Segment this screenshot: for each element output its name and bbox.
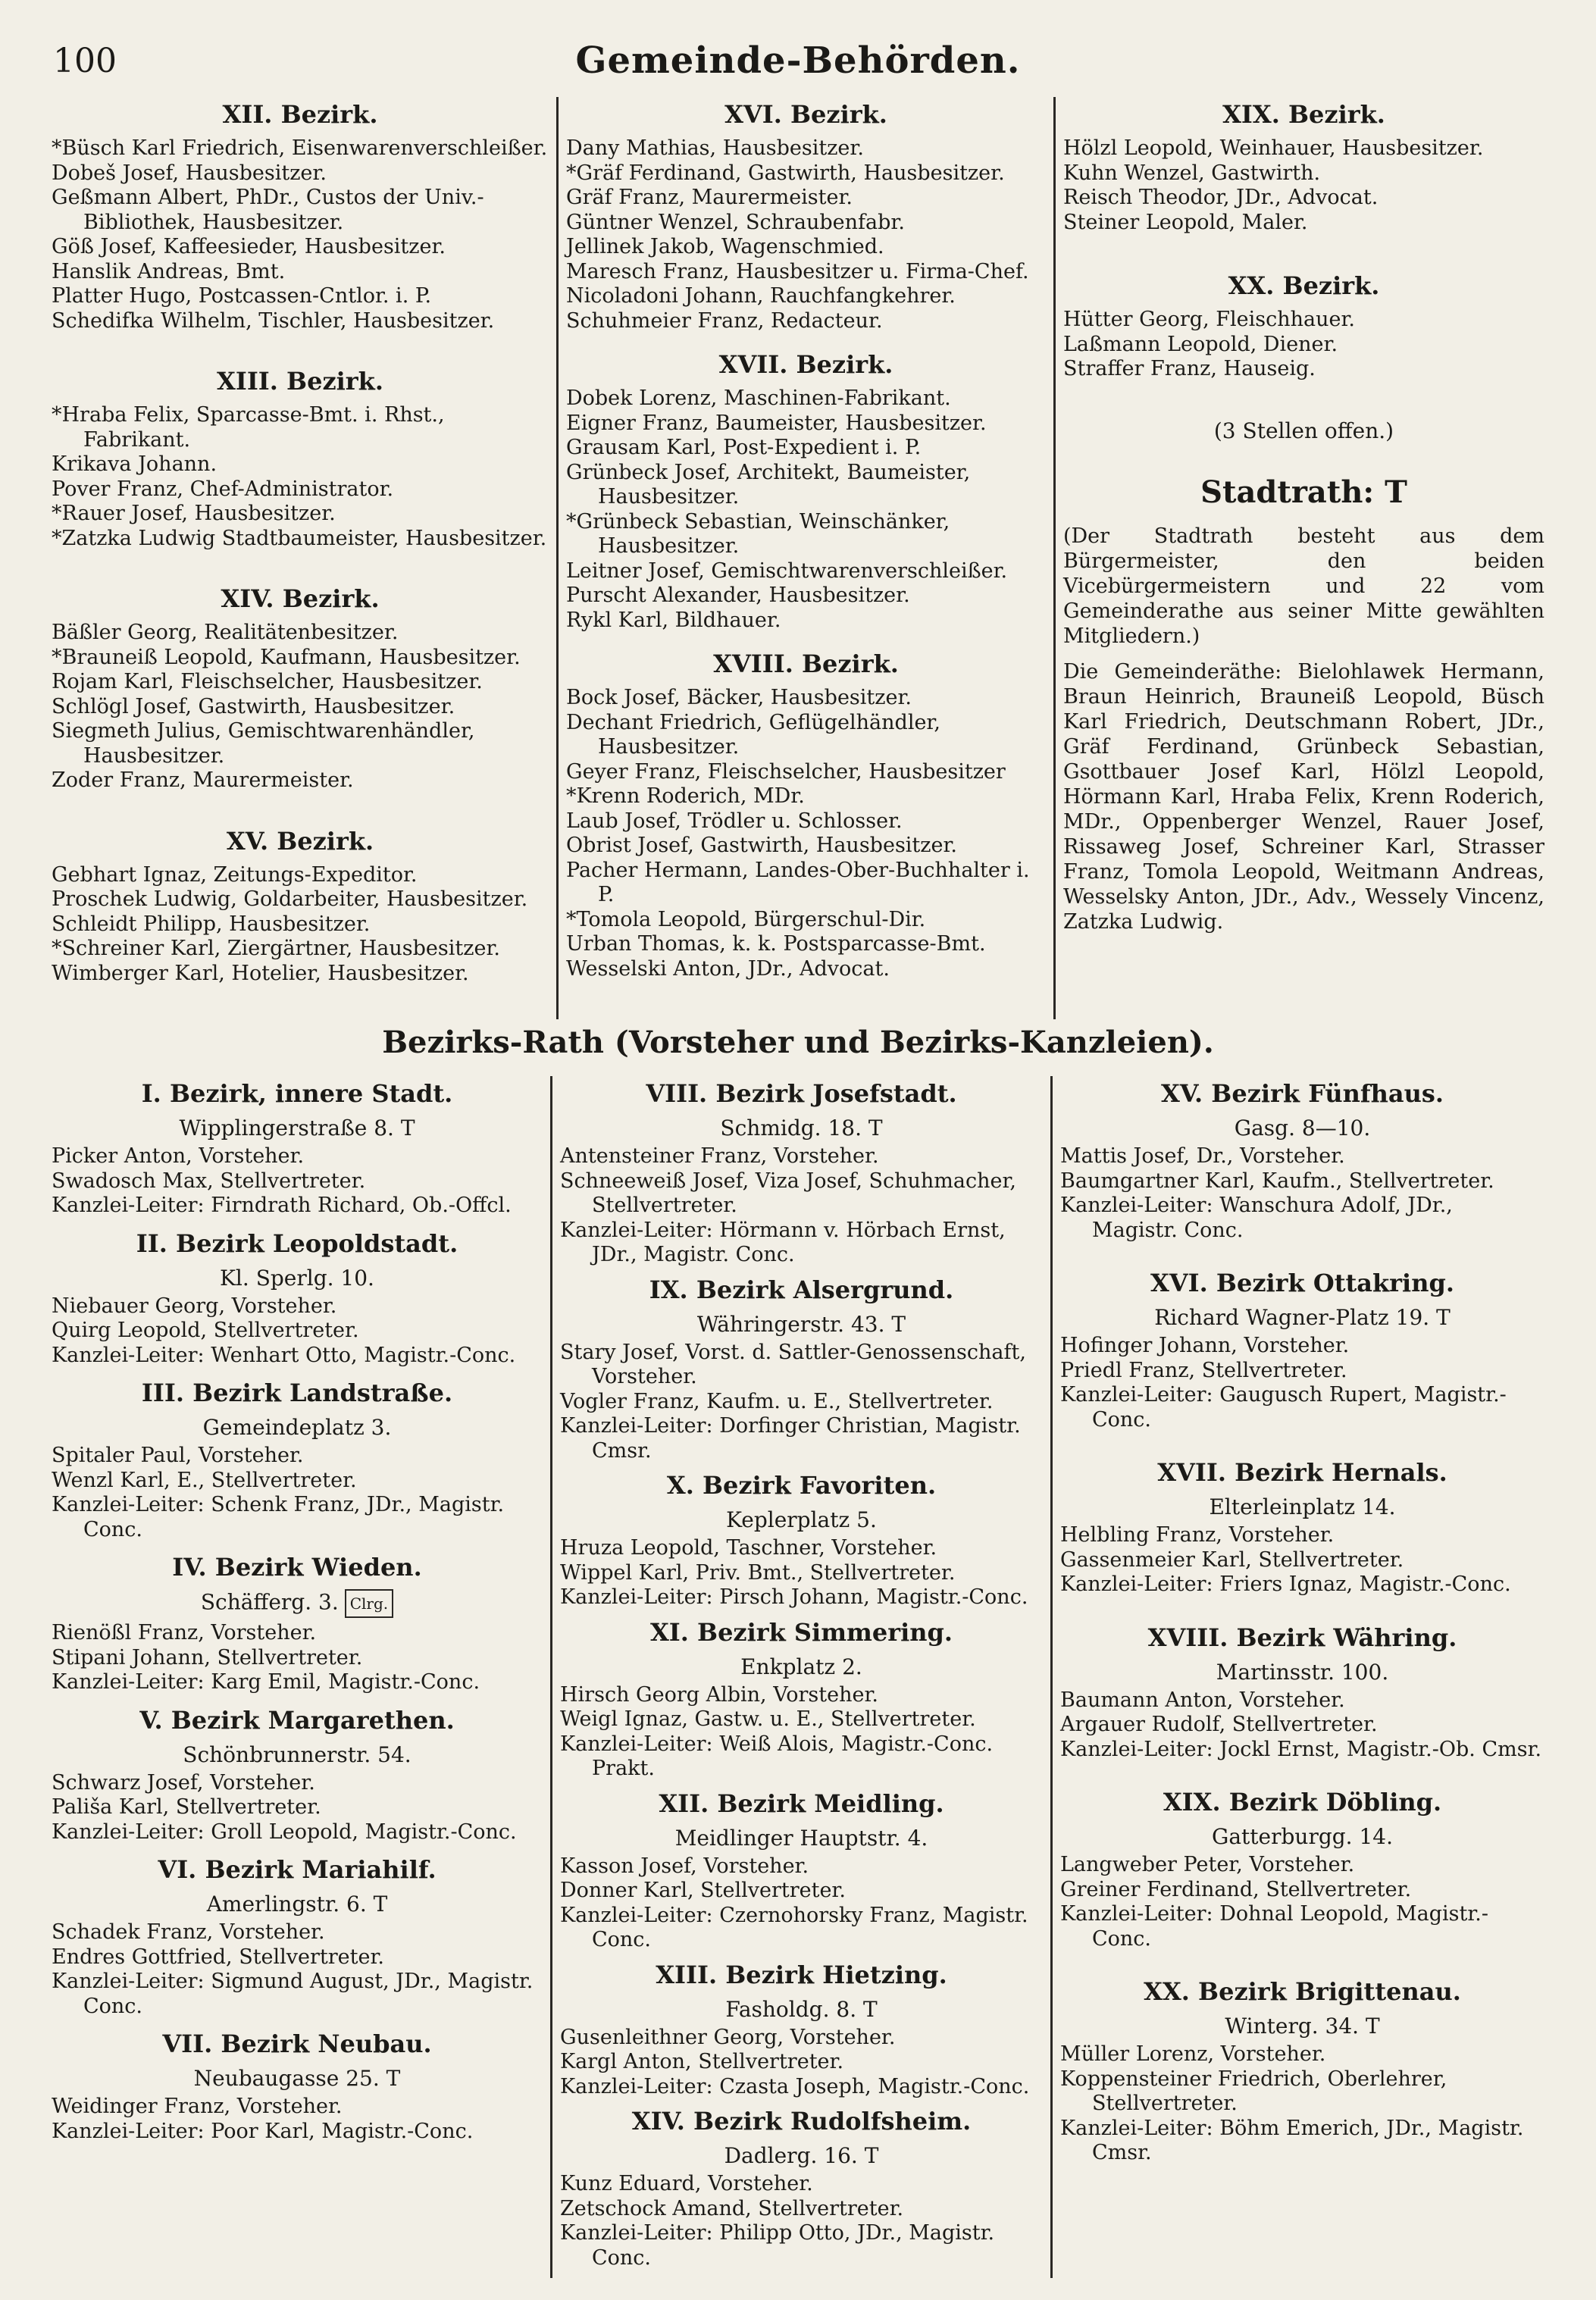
list-item: Purscht Alexander, Hausbesitzer. bbox=[566, 584, 910, 607]
district-section bbox=[560, 1618, 1043, 1782]
district-section bbox=[52, 1706, 543, 1845]
list-item: Dobeš Josef, Hausbesitzer. bbox=[52, 161, 327, 185]
address-text: Schönbrunnerstr. 54. bbox=[183, 1741, 412, 1767]
list-item: Pacher Hermann, Landes-Ober-Buchhalter i. P. bbox=[566, 858, 1030, 906]
list-item: *Grünbeck Sebastian, Weinschänker, Hausbesitzer. bbox=[566, 509, 950, 558]
list-item: Argauer Rudolf, Stellvertreter. bbox=[1060, 1713, 1378, 1736]
district-section bbox=[52, 1855, 543, 2019]
list-item: Maresch Franz, Hausbesitzer u. Firma-Chef. bbox=[566, 259, 1029, 283]
district-section bbox=[1060, 1079, 1544, 1243]
stadtrath-members: Die Gemeinderäthe: Bielohlawek Hermann, Braun Heinrich, Brauneiß Leopold, Büsch Karl Friedrich, Deutschmann Robert, JDr., Gräf Ferdinand, Grünbeck Sebastian, Gsottbauer Josef Karl, Hölzl Leopold, Hörmann Karl, Hraba Felix, Krenn Roderich, MDr., Oppenberger Wenzel, Rauer Josef, Rissaweg Josef, Schreiner Karl, Strasser Franz, Tomola Leopold, Weitmann Andreas, Wesselsky Anton, JDr., Adv., Wessely Vincenz, Zatzka Ludwig. bbox=[1063, 659, 1544, 934]
district-section bbox=[566, 100, 1046, 333]
list-item: Kanzlei-Leiter: Dorfinger Christian, Magistr. Cmsr. bbox=[560, 1414, 1021, 1463]
district-section bbox=[560, 1275, 1043, 1464]
list-item: Schuhmeier Franz, Redacteur. bbox=[566, 308, 883, 333]
address-text: Keplerplatz 5. bbox=[726, 1507, 877, 1532]
stadtrath-heading: Stadtrath: T bbox=[1200, 474, 1407, 510]
address-text: Meidlinger Hauptstr. 4. bbox=[674, 1825, 928, 1851]
list-item: Kanzlei-Leiter: Dohnal Leopold, Magistr.-Conc. bbox=[1060, 1902, 1489, 1951]
district-heading: XIX. Bezirk. bbox=[1222, 100, 1385, 129]
district-address bbox=[52, 1742, 543, 1768]
list-item: *Hraba Felix, Sparcasse-Bmt. i. Rhst., Fabrikant. bbox=[52, 403, 445, 452]
address-text: Richard Wagner-Platz 19. T bbox=[1154, 1305, 1450, 1330]
list-item: Hruza Leopold, Taschner, Vorsteher. bbox=[560, 1536, 937, 1560]
list-item: *Brauneiß Leopold, Kaufmann, Hausbesitzer. bbox=[52, 645, 521, 669]
bezirksrath-title: Bezirks-Rath (Vorsteher und Bezirks-Kanzleien). bbox=[382, 1025, 1214, 1060]
list-item: Kanzlei-Leiter: Sigmund August, JDr., Magistr. Conc. bbox=[52, 1970, 534, 2018]
list-item: Bäßler Georg, Realitätenbesitzer. bbox=[52, 621, 399, 644]
district-section bbox=[566, 649, 1046, 981]
list-item: Kanzlei-Leiter: Hörmann v. Hörbach Ernst, JDr., Magistr. Conc. bbox=[560, 1218, 1006, 1266]
list-item: Weidinger Franz, Vorsteher. bbox=[52, 2095, 343, 2118]
list-item: Hölzl Leopold, Weinhauer, Hausbesitzer. bbox=[1063, 136, 1484, 160]
address-text: Gasg. 8—10. bbox=[1234, 1116, 1371, 1141]
list-item: Kanzlei-Leiter: Jockl Ernst, Magistr.-Ob. Cmsr. bbox=[1060, 1737, 1542, 1761]
district-heading: XVI. Bezirk Ottakring. bbox=[1150, 1269, 1454, 1297]
list-item: Dany Mathias, Hausbesitzer. bbox=[566, 136, 864, 160]
upper-column-1 bbox=[44, 97, 556, 1019]
district-heading: XV. Bezirk Fünfhaus. bbox=[1160, 1079, 1444, 1108]
district-address bbox=[1060, 1305, 1544, 1331]
open-seats-note: (3 Stellen offen.) bbox=[1213, 418, 1394, 443]
list-item: Platter Hugo, Postcassen-Cntlor. i. P. bbox=[52, 284, 432, 308]
district-address bbox=[1060, 2014, 1544, 2039]
list-item: Proschek Ludwig, Goldarbeiter, Hausbesitzer. bbox=[52, 887, 528, 911]
address-text: Martinsstr. 100. bbox=[1216, 1659, 1389, 1685]
district-heading: IV. Bezirk Wieden. bbox=[172, 1553, 422, 1582]
list-item: Kanzlei-Leiter: Gaugusch Rupert, Magistr.-Conc. bbox=[1060, 1383, 1507, 1432]
gemeinderath-columns bbox=[44, 97, 1552, 1019]
district-address bbox=[1060, 1824, 1544, 1850]
district-section bbox=[52, 1229, 543, 1369]
list-item: Schneeweiß Josef, Viza Josef, Schuhmacher, Stellvertreter. bbox=[560, 1169, 1016, 1217]
list-item: Wenzl Karl, E., Stellvertreter. bbox=[52, 1468, 357, 1492]
district-address bbox=[52, 1589, 543, 1618]
list-item: Priedl Franz, Stellvertreter. bbox=[1060, 1358, 1347, 1382]
district-heading: XIV. Bezirk Rudolfsheim. bbox=[631, 2107, 972, 2136]
district-section bbox=[566, 350, 1046, 633]
district-address bbox=[52, 1415, 543, 1441]
district-address bbox=[560, 2143, 1043, 2169]
address-text: Dadlerg. 16. T bbox=[724, 2143, 879, 2168]
list-item: Pover Franz, Chef-Administrator. bbox=[52, 477, 394, 501]
district-address bbox=[52, 2066, 543, 2092]
list-item: Kuhn Wenzel, Gastwirth. bbox=[1063, 161, 1321, 185]
district-section bbox=[1060, 1269, 1544, 1432]
list-item: Kanzlei-Leiter: Schenk Franz, JDr., Magistr. Conc. bbox=[52, 1493, 505, 1541]
list-item: Geyer Franz, Fleischselcher, Hausbesitzer bbox=[566, 759, 1006, 784]
lower-column-2 bbox=[550, 1076, 1050, 2278]
district-address bbox=[52, 1116, 543, 1141]
district-address bbox=[1060, 1660, 1544, 1685]
list-item: Schadek Franz, Vorsteher. bbox=[52, 1920, 325, 1944]
list-item: Kasson Josef, Vorsteher. bbox=[560, 1854, 809, 1878]
district-section bbox=[560, 2107, 1043, 2270]
list-item: *Büsch Karl Friedrich, Eisenwarenverschleißer. bbox=[52, 136, 548, 160]
list-item: Steiner Leopold, Maler. bbox=[1063, 210, 1308, 234]
district-section bbox=[1060, 1623, 1544, 1763]
list-item: Kanzlei-Leiter: Friers Ignaz, Magistr.-Conc. bbox=[1060, 1572, 1511, 1596]
list-item: Gusenleithner Georg, Vorsteher. bbox=[560, 2025, 896, 2049]
address-text: Winterg. 34. T bbox=[1225, 2014, 1380, 2039]
list-item: Bock Josef, Bäcker, Hausbesitzer. bbox=[566, 686, 912, 709]
list-item: Rykl Karl, Bildhauer. bbox=[566, 608, 781, 632]
list-item: Leitner Josef, Gemischtwarenverschleißer. bbox=[566, 559, 1008, 583]
district-address bbox=[560, 1116, 1043, 1141]
district-heading: XVI. Bezirk. bbox=[724, 100, 887, 129]
district-address bbox=[560, 1507, 1043, 1533]
address-text: Währingerstr. 43. T bbox=[696, 1311, 906, 1337]
district-heading: VIII. Bezirk Josefstadt. bbox=[646, 1079, 957, 1108]
district-heading: XII. Bezirk. bbox=[222, 100, 378, 129]
list-item: Kanzlei-Leiter: Czasta Joseph, Magistr.-Conc. bbox=[560, 2074, 1030, 2098]
district-heading: XII. Bezirk Meidling. bbox=[659, 1788, 944, 1818]
district-section bbox=[52, 1079, 543, 1219]
address-text: Schmidg. 18. T bbox=[720, 1116, 883, 1141]
district-heading: X. Bezirk Favoriten. bbox=[666, 1471, 937, 1500]
district-heading: XVII. Bezirk. bbox=[718, 350, 893, 379]
list-item: Eigner Franz, Baumeister, Hausbesitzer. bbox=[566, 411, 987, 435]
list-item: Baumgartner Karl, Kaufm., Stellvertreter. bbox=[1060, 1169, 1494, 1193]
district-section bbox=[1063, 271, 1544, 382]
district-heading: II. Bezirk Leopoldstadt. bbox=[136, 1228, 458, 1258]
list-item: Stary Josef, Vorst. d. Sattler-Genossenschaft, Vorsteher. bbox=[560, 1340, 1026, 1388]
district-address bbox=[560, 1654, 1043, 1680]
list-item: Greiner Ferdinand, Stellvertreter. bbox=[1060, 1877, 1412, 1901]
list-item: Kanzlei-Leiter: Czernohorsky Franz, Magistr. Conc. bbox=[560, 1903, 1028, 1951]
district-heading: XIII. Bezirk. bbox=[217, 367, 383, 396]
district-heading: XVIII. Bezirk. bbox=[713, 649, 899, 678]
district-section bbox=[52, 2029, 543, 2144]
address-text: Wipplingerstraße 8. T bbox=[179, 1116, 415, 1141]
list-item: Picker Anton, Vorsteher. bbox=[52, 1144, 305, 1168]
lower-column-1 bbox=[44, 1076, 550, 2278]
district-heading: XVIII. Bezirk Währing. bbox=[1147, 1623, 1457, 1652]
district-section bbox=[560, 1960, 1043, 2100]
district-heading: XX. Bezirk. bbox=[1228, 271, 1380, 300]
list-item: Quirg Leopold, Stellvertreter. bbox=[52, 1319, 359, 1342]
list-item: Kanzlei-Leiter: Pirsch Johann, Magistr.-Conc. bbox=[560, 1585, 1028, 1609]
district-heading: III. Bezirk Landstraße. bbox=[141, 1378, 453, 1407]
stadtrath-description: (Der Stadtrath besteht aus dem Bürgermeister, den beiden Vicebürgermeistern und 22 vom Gemeinderathe aus seiner Mitte gewählten Mitgliedern.) bbox=[1063, 524, 1544, 648]
district-section bbox=[560, 1471, 1043, 1610]
district-section bbox=[52, 584, 549, 793]
list-item: Kanzlei-Leiter: Wenhart Otto, Magistr.-Conc. bbox=[52, 1343, 516, 1367]
district-section bbox=[52, 1378, 543, 1542]
list-item: Spitaler Paul, Vorsteher. bbox=[52, 1444, 304, 1467]
list-item: Wimberger Karl, Hotelier, Hausbesitzer. bbox=[52, 961, 469, 985]
list-item: Jellinek Jakob, Wagenschmied. bbox=[566, 235, 884, 258]
district-section bbox=[52, 1553, 543, 1695]
upper-column-3 bbox=[1053, 97, 1552, 1019]
district-section bbox=[52, 827, 549, 987]
address-text: Gatterburgg. 14. bbox=[1211, 1824, 1394, 1849]
list-item: Kanzlei-Leiter: Karg Emil, Magistr.-Conc. bbox=[52, 1670, 480, 1694]
list-item: Schedifka Wilhelm, Tischler, Hausbesitzer. bbox=[52, 308, 495, 333]
list-item: Reisch Theodor, JDr., Advocat. bbox=[1063, 186, 1379, 209]
district-heading: VI. Bezirk Mariahilf. bbox=[158, 1855, 437, 1884]
list-item: Weigl Ignaz, Gastw. u. E., Stellvertreter. bbox=[560, 1707, 976, 1731]
list-item: Hofinger Johann, Vorsteher. bbox=[1060, 1334, 1350, 1357]
list-item: *Schreiner Karl, Ziergärtner, Hausbesitzer. bbox=[52, 937, 500, 960]
list-item: Krikava Johann. bbox=[52, 452, 217, 476]
district-heading: XIX. Bezirk Döbling. bbox=[1163, 1788, 1442, 1817]
district-section bbox=[1060, 1458, 1544, 1597]
district-address bbox=[1060, 1116, 1544, 1141]
list-item: Göß Josef, Kaffeesieder, Hausbesitzer. bbox=[52, 235, 446, 258]
upper-column-2 bbox=[556, 97, 1053, 1019]
stamp-mark: Clrg. bbox=[345, 1589, 393, 1618]
list-item: Wippel Karl, Priv. Bmt., Stellvertreter. bbox=[560, 1560, 956, 1585]
list-item: Grünbeck Josef, Architekt, Baumeister, Hausbesitzer. bbox=[566, 460, 971, 509]
address-text: Amerlingstr. 6. T bbox=[206, 1892, 388, 1917]
address-text: Gemeindeplatz 3. bbox=[202, 1415, 392, 1440]
list-item: Gassenmeier Karl, Stellvertreter. bbox=[1060, 1547, 1404, 1572]
address-text: Elterleinplatz 14. bbox=[1209, 1494, 1396, 1519]
list-item: Hütter Georg, Fleischhauer. bbox=[1063, 308, 1355, 331]
list-item: Mattis Josef, Dr., Vorsteher. bbox=[1060, 1144, 1345, 1168]
list-item: Obrist Josef, Gastwirth, Hausbesitzer. bbox=[566, 834, 958, 857]
list-item: Straffer Franz, Hauseig. bbox=[1063, 357, 1316, 380]
list-item: Gräf Franz, Maurermeister. bbox=[566, 186, 853, 209]
list-item: Hirsch Georg Albin, Vorsteher. bbox=[560, 1682, 878, 1707]
address-text: Enkplatz 2. bbox=[740, 1654, 862, 1679]
list-item: Laßmann Leopold, Diener. bbox=[1063, 332, 1338, 356]
list-item: Donner Karl, Stellvertreter. bbox=[560, 1879, 846, 1902]
list-item: Kanzlei-Leiter: Weiß Alois, Magistr.-Conc. Prakt. bbox=[560, 1732, 994, 1780]
list-item: Baumann Anton, Vorsteher. bbox=[1060, 1688, 1345, 1712]
district-section bbox=[52, 367, 549, 551]
list-item: Laub Josef, Trödler u. Schlosser. bbox=[566, 809, 903, 833]
list-item: Kanzlei-Leiter: Philipp Otto, JDr., Magistr. Conc. bbox=[560, 2221, 995, 2270]
list-item: Urban Thomas, k. k. Postsparcasse-Bmt. bbox=[566, 932, 986, 956]
running-head: Gemeinde-Behörden. bbox=[575, 39, 1021, 82]
district-section bbox=[52, 100, 549, 333]
list-item: Stipani Johann, Stellvertreter. bbox=[52, 1645, 363, 1669]
list-item: Antensteiner Franz, Vorsteher. bbox=[560, 1144, 879, 1168]
list-item: Schleidt Philipp, Hausbesitzer. bbox=[52, 912, 371, 936]
district-heading: V. Bezirk Margarethen. bbox=[139, 1705, 455, 1735]
list-item: Endres Gottfried, Stellvertreter. bbox=[52, 1945, 385, 1969]
list-item: Güntner Wenzel, Schraubenfabr. bbox=[566, 210, 905, 234]
list-item: Kanzlei-Leiter: Poor Karl, Magistr.-Conc. bbox=[52, 2119, 474, 2143]
list-item: Müller Lorenz, Vorsteher. bbox=[1060, 2042, 1326, 2066]
district-section bbox=[1060, 1788, 1544, 1951]
list-item: Rojam Karl, Fleischselcher, Hausbesitzer. bbox=[52, 670, 483, 693]
list-item: Hanslik Andreas, Bmt. bbox=[52, 259, 286, 283]
list-item: Helbling Franz, Vorsteher. bbox=[1060, 1523, 1335, 1547]
list-item: Langweber Peter, Vorsteher. bbox=[1060, 1853, 1355, 1876]
district-address bbox=[560, 1826, 1043, 1851]
list-item: *Tomola Leopold, Bürgerschul-Dir. bbox=[566, 907, 926, 931]
list-item: Koppensteiner Friedrich, Oberlehrer, Stellvertreter. bbox=[1060, 2067, 1447, 2115]
list-item: Wesselski Anton, JDr., Advocat. bbox=[566, 956, 890, 981]
bezirksrath-columns bbox=[44, 1076, 1552, 2278]
list-item: Schlögl Josef, Gastwirth, Hausbesitzer. bbox=[52, 694, 455, 718]
list-item: Vogler Franz, Kaufm. u. E., Stellvertreter. bbox=[560, 1389, 994, 1413]
list-item: Kanzlei-Leiter: Böhm Emerich, JDr., Magistr. Cmsr. bbox=[1060, 2116, 1524, 2164]
list-item: Kanzlei-Leiter: Wanschura Adolf, JDr., Magistr. Conc. bbox=[1060, 1194, 1453, 1242]
lower-column-3 bbox=[1050, 1076, 1552, 2278]
address-text: Fasholdg. 8. T bbox=[725, 1996, 878, 2022]
district-address bbox=[52, 1266, 543, 1291]
district-section bbox=[560, 1079, 1043, 1268]
list-item: Nicoladoni Johann, Rauchfangkehrer. bbox=[566, 284, 956, 308]
list-item: Kanzlei-Leiter: Firndrath Richard, Ob.-Offcl. bbox=[52, 1194, 512, 1217]
list-item: Schwarz Josef, Vorsteher. bbox=[52, 1770, 315, 1795]
district-heading: XV. Bezirk. bbox=[226, 826, 374, 856]
district-heading: XVII. Bezirk Hernals. bbox=[1157, 1458, 1447, 1487]
district-address bbox=[52, 1892, 543, 1917]
district-heading: VII. Bezirk Neubau. bbox=[162, 2029, 432, 2058]
address-text: Neubaugasse 25. T bbox=[193, 2066, 401, 2091]
district-heading: I. Bezirk, innere Stadt. bbox=[141, 1079, 453, 1108]
list-item: Dobek Lorenz, Maschinen-Fabrikant. bbox=[566, 386, 951, 410]
list-item: Zoder Franz, Maurermeister. bbox=[52, 768, 354, 792]
district-address bbox=[1060, 1494, 1544, 1520]
list-item: Kanzlei-Leiter: Groll Leopold, Magistr.-Conc. bbox=[52, 1820, 517, 1844]
list-item: Siegmeth Julius, Gemischtwarenhändler, Hausbesitzer. bbox=[52, 719, 475, 768]
address-text: Schäfferg. 3. bbox=[200, 1589, 339, 1615]
list-item: Dechant Friedrich, Geflügelhändler, Hausbesitzer. bbox=[566, 710, 940, 759]
list-item: *Gräf Ferdinand, Gastwirth, Hausbesitzer. bbox=[566, 161, 1005, 185]
address-text: Kl. Sperlg. 10. bbox=[220, 1265, 374, 1291]
district-section bbox=[560, 1789, 1043, 1953]
district-heading: IX. Bezirk Alsergrund. bbox=[649, 1275, 954, 1304]
district-section bbox=[1060, 1977, 1544, 2166]
list-item: Zetschock Amand, Stellvertreter. bbox=[560, 2196, 904, 2220]
list-item: Rienößl Franz, Vorsteher. bbox=[52, 1621, 317, 1644]
district-heading: XI. Bezirk Simmering. bbox=[649, 1617, 953, 1647]
list-item: Pališa Karl, Stellvertreter. bbox=[52, 1795, 321, 1819]
district-address bbox=[560, 1997, 1043, 2023]
list-item: *Zatzka Ludwig Stadtbaumeister, Hausbesitzer. bbox=[52, 526, 547, 550]
list-item: *Rauer Josef, Hausbesitzer. bbox=[52, 502, 336, 525]
list-item: Kargl Anton, Stellvertreter. bbox=[560, 2050, 844, 2073]
district-address bbox=[560, 1312, 1043, 1338]
list-item: Swadosch Max, Stellvertreter. bbox=[52, 1169, 366, 1193]
district-heading: XIII. Bezirk Hietzing. bbox=[656, 1960, 947, 1989]
list-item: Geßmann Albert, PhDr., Custos der Univ.-Bibliothek, Hausbesitzer. bbox=[52, 186, 484, 234]
page-number: 100 bbox=[53, 42, 117, 80]
list-item: Gebhart Ignaz, Zeitungs-Expeditor. bbox=[52, 862, 418, 887]
list-item: Grausam Karl, Post-Expedient i. P. bbox=[566, 436, 922, 459]
district-heading: XIV. Bezirk. bbox=[221, 584, 380, 613]
list-item: *Krenn Roderich, MDr. bbox=[566, 784, 805, 808]
district-section bbox=[1063, 100, 1544, 235]
list-item: Kunz Eduard, Vorsteher. bbox=[560, 2172, 813, 2195]
list-item: Niebauer Georg, Vorsteher. bbox=[52, 1294, 337, 1318]
district-heading: XX. Bezirk Brigittenau. bbox=[1144, 1977, 1461, 2006]
